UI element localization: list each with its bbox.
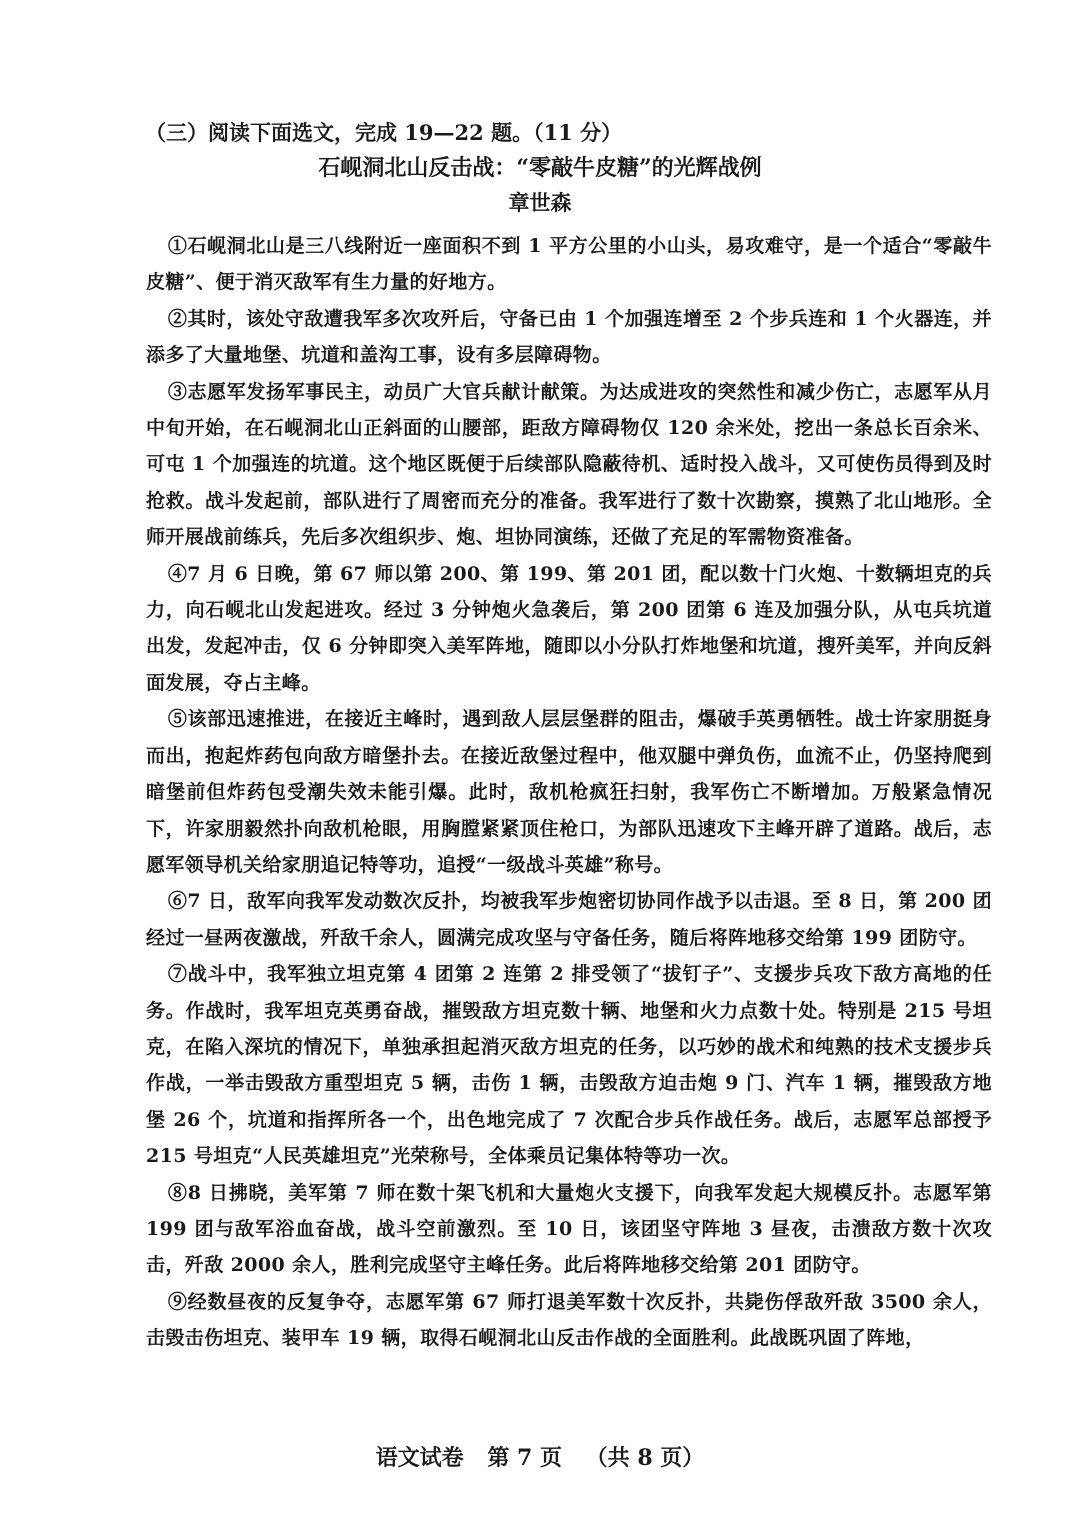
article-body bbox=[146, 228, 992, 1357]
paragraph-7: ⑦战斗中，我军独立坦克第 4 团第 2 连第 2 排受领了“拔钉子”、支援步兵攻下敌方高地的任务。作战时，我军坦克英勇奋战，摧毁敌方坦克数十辆、地堡和火力点数十处。特别是 215 号坦克，在陷入深坑的情况下，单独承担起消灭敌方坦克的任务，以巧妙的战术和纯熟的技术支援步兵作战，一举击毁敌方重型坦克 5 辆，击伤 1 辆，击毁敌方迫击炮 9 门、汽车 1 辆，摧毁敌方地堡 26 个，坑道和指挥所各一个，出色地完成了 7 次配合步兵作战任务。战后，志愿军总部授予 215 号坦克“人民英雄坦克”光荣称号，全体乘员记集体特等功一次。 bbox=[146, 963, 992, 1168]
paragraph-9: ⑨经数昼夜的反复争夺，志愿军第 67 师打退美军数十次反扑，共毙伤俘敌歼敌 3500 余人，击毁击伤坦克、装甲车 19 辆，取得石岘洞北山反击作战的全面胜利。此战既巩固了阵地， bbox=[146, 1290, 992, 1350]
page-footer bbox=[0, 1441, 1080, 1475]
paragraph-5: ⑤该部迅速推进，在接近主峰时，遇到敌人层层堡群的阻击，爆破手英勇牺牲。战士许家朋挺身而出，抱起炸药包向敌方暗堡扑去。在接近敌堡过程中，他双腿中弹负伤，血流不止，仍坚持爬到暗堡前但炸药包受潮失效未能引爆。此时，敌机枪疯狂扫射，我军伤亡不断增加。万般紧急情况下，许家朋毅然扑向敌机枪眼，用胸膛紧紧顶住枪口，为部队迅速攻下主峰开辟了道路。战后，志愿军领导机关给家朋追记特等功，追授“一级战斗英雄”称号。 bbox=[146, 708, 992, 876]
section-intro: （三）阅读下面选文，完成 19—22 题。（11 分） bbox=[145, 120, 623, 145]
footer-subject: 语文试卷 bbox=[375, 1445, 464, 1471]
paragraph-2: ②其时，该处守敌遭我军多次攻歼后，守备已由 1 个加强连增至 2 个步兵连和 1 个火器连，并添多了大量地堡、坑道和盖沟工事，设有多层障碍物。 bbox=[146, 307, 992, 367]
article-title: 石岘洞北山反击战：“零敲牛皮糖”的光辉战例 bbox=[318, 155, 762, 181]
paragraph-3: ③志愿军发扬军事民主，动员广大官兵献计献策。为达成进攻的突然性和减少伤亡，志愿军从月中旬开始，在石岘洞北山正斜面的山腰部，距敌方障碍物仅 120 余米处，挖出一条总长百余米、可屯 1 个加强连的坑道。这个地区既便于后续部队隐蔽待机、适时投入战斗，又可使伤员得到及时抢救。战斗发起前，部队进行了周密而充分的准备。我军进行了数十次勘察，摸熟了北山地形。全师开展战前练兵，先后多次组织步、炮、坦协同演练，还做了充足的军需物资准备。 bbox=[146, 380, 992, 549]
paragraph-8: ⑧8 日拂晓，美军第 7 师在数十架飞机和大量炮火支援下，向我军发起大规模反扑。志愿军第 199 团与敌军浴血奋战，战斗空前激烈。至 10 日，该团坚守阵地 3 昼夜，击溃敌方数十次攻击，歼敌 2000 余人，胜利完成坚守主峰任务。此后将阵地移交给第 201 团防守。 bbox=[146, 1181, 992, 1277]
article-author: 章世森 bbox=[508, 190, 572, 215]
footer-total-pages: （共 8 页） bbox=[585, 1445, 705, 1471]
paragraph-4: ④7 月 6 日晚，第 67 师以第 200、第 199、第 201 团，配以数十门火炮、十数辆坦克的兵力，向石岘北山发起进攻。经过 3 分钟炮火急袭后，第 200 团第 6 连及加强分队，从屯兵坑道出发，发起冲击，仅 6 分钟即突入美军阵地，随即以小分队打炸地堡和坑道，搜歼美军，并向反斜面发展，夺占主峰。 bbox=[146, 562, 992, 694]
paragraph-6: ⑥7 日，敌军向我军发动数次反扑，均被我军步炮密切协同作战予以击退。至 8 日，第 200 团经过一昼两夜激战，歼敌千余人，圆满完成攻坚与守备任务，随后将阵地移交给第 199 团防守。 bbox=[146, 890, 992, 949]
paragraph-1: ①石岘洞北山是三八线附近一座面积不到 1 平方公里的小山头，易攻难守，是一个适合“零敲牛皮糖”、便于消灭敌军有生力量的好地方。 bbox=[146, 235, 992, 294]
footer-page-number: 第 7 页 bbox=[487, 1445, 562, 1471]
